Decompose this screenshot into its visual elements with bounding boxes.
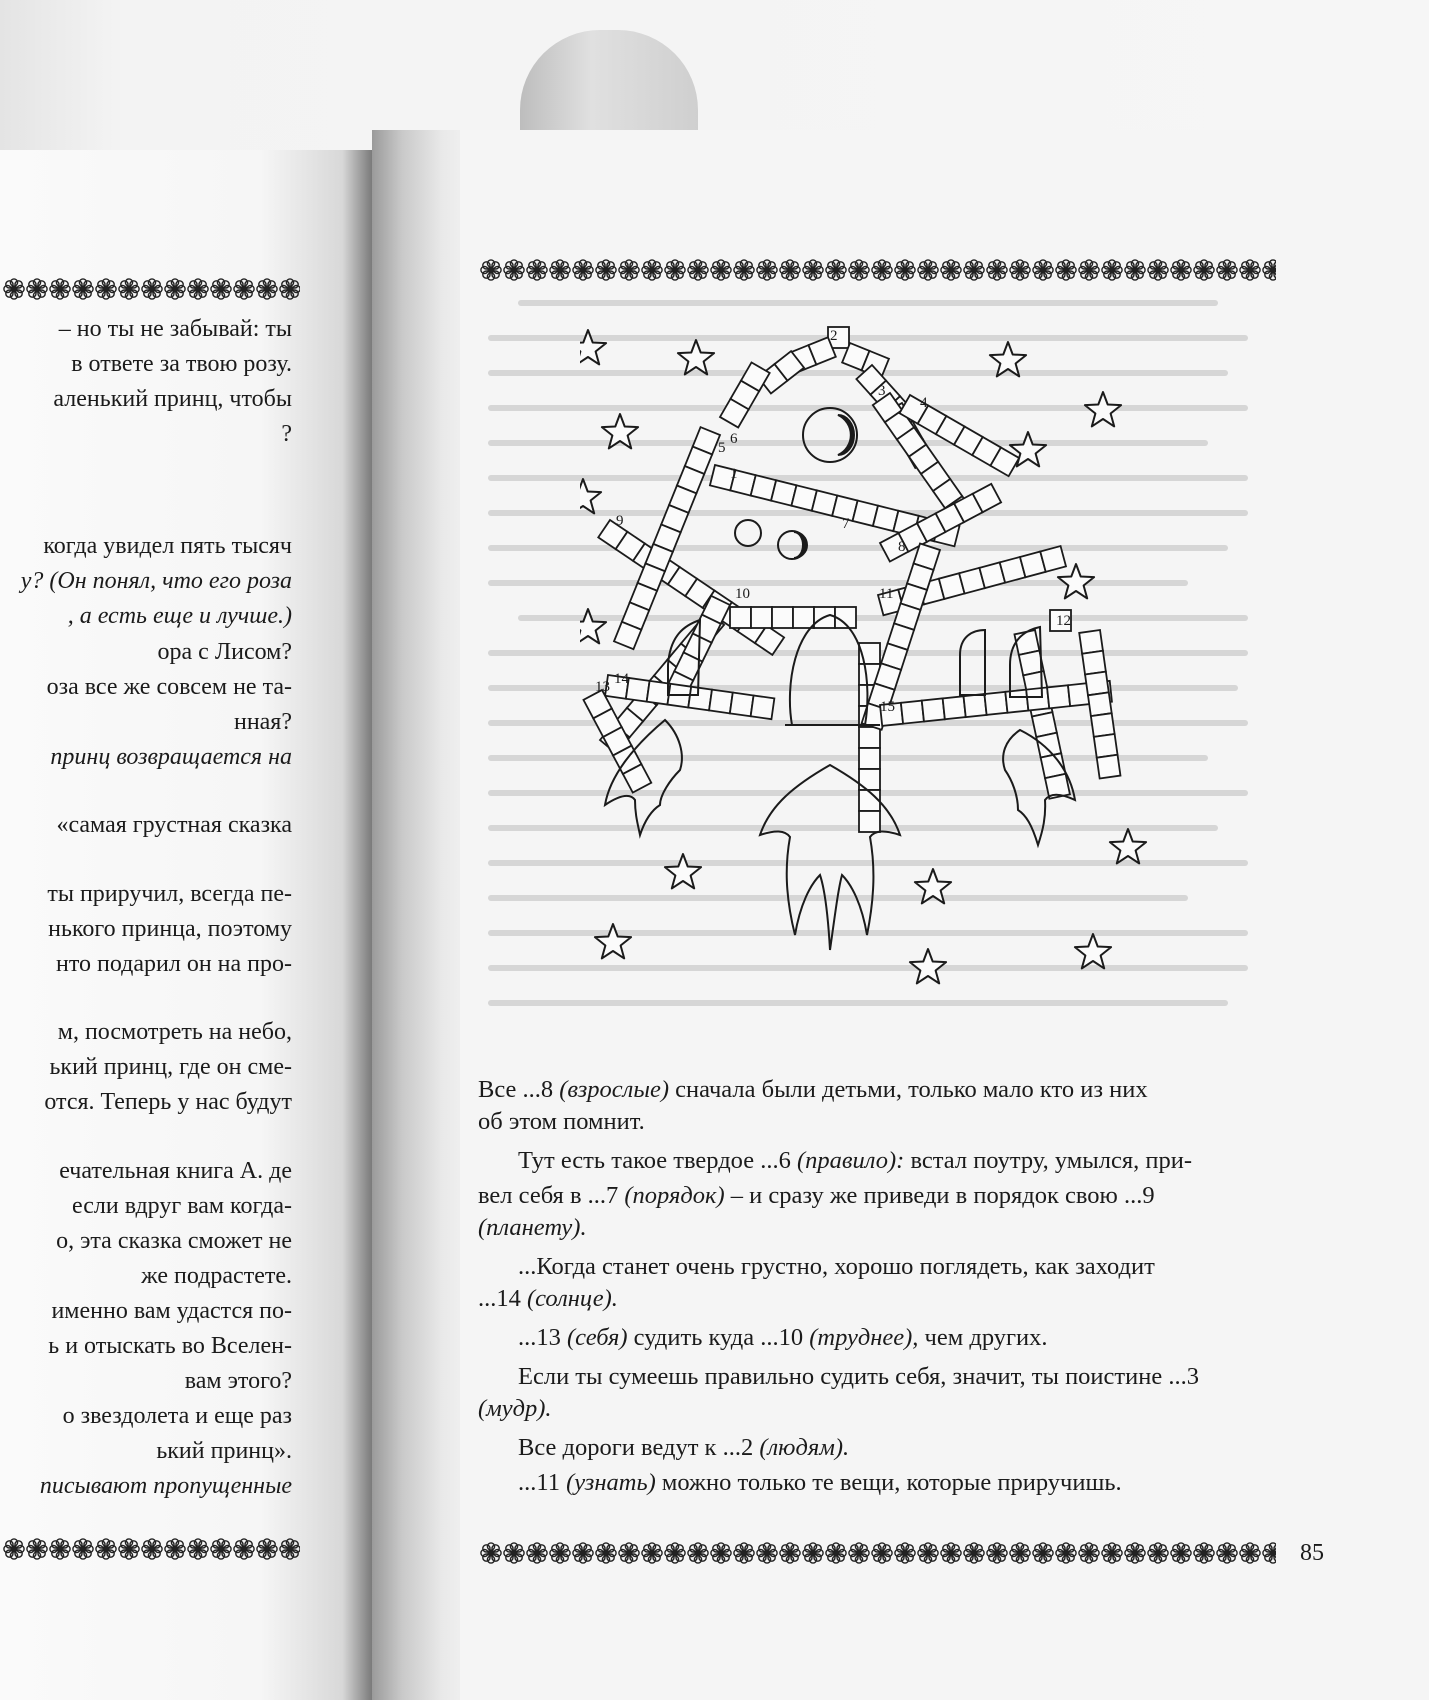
book-gutter-shadow bbox=[372, 130, 472, 1700]
cell-number-2: 2 bbox=[830, 328, 838, 344]
ornament-flower bbox=[1056, 260, 1076, 280]
answer-hint: (порядок) bbox=[624, 1182, 725, 1209]
left-text-line: оза все же совсем не та- bbox=[46, 674, 292, 700]
ornament-flower bbox=[1240, 260, 1260, 280]
left-text-line: ький принц». bbox=[156, 1438, 292, 1464]
star-icon bbox=[580, 609, 606, 643]
ornament-flower bbox=[257, 1539, 277, 1559]
cell-number-9: 9 bbox=[616, 513, 624, 529]
star-icon bbox=[1085, 392, 1121, 426]
ornament-flower bbox=[1148, 1543, 1168, 1563]
ornament-flower bbox=[1079, 1543, 1099, 1563]
ornament-flower bbox=[987, 260, 1007, 280]
exercise-text-line bbox=[518, 1253, 1155, 1281]
ornament-flower bbox=[1079, 260, 1099, 280]
left-text-line: же подрастете. bbox=[141, 1263, 292, 1289]
text-segment: Все дороги ведут к ...2 bbox=[518, 1434, 760, 1461]
exercise-text-line bbox=[518, 1363, 1199, 1391]
left-text-line: , а есть еще и лучше.) bbox=[67, 603, 292, 629]
page-number: 85 bbox=[1300, 1540, 1324, 1566]
ornament-flower bbox=[619, 1543, 639, 1563]
word-15-vertical bbox=[859, 643, 880, 832]
ornament-flower bbox=[1263, 260, 1276, 280]
ornament-flower bbox=[918, 1543, 938, 1563]
ornament-flower bbox=[50, 1539, 70, 1559]
ornament-flower bbox=[4, 1539, 24, 1559]
rocket-crossword-puzzle bbox=[580, 325, 1240, 1045]
exercise-text-line bbox=[478, 1395, 552, 1423]
ornament-flower bbox=[1125, 1543, 1145, 1563]
ornament-flower bbox=[849, 260, 869, 280]
star-icon bbox=[595, 924, 631, 958]
text-segment: ...Когда станет очень грустно, хорошо поглядеть, как заходит bbox=[518, 1253, 1155, 1280]
star-icon bbox=[910, 949, 946, 983]
ornament-flower bbox=[826, 260, 846, 280]
left-text-line: отся. Теперь у нас будут bbox=[44, 1089, 292, 1115]
ornament-flower bbox=[665, 1543, 685, 1563]
right-bottom-ornament-border bbox=[478, 1540, 1276, 1566]
ornament-flower bbox=[96, 1539, 116, 1559]
left-text-line: ора с Лисом? bbox=[157, 639, 292, 665]
left-text-line: ь и отыскать во Вселен- bbox=[48, 1333, 292, 1359]
cell-number-7: 7 bbox=[842, 516, 850, 532]
left-bottom-ornament-border bbox=[0, 1535, 300, 1563]
ornament-flower bbox=[918, 260, 938, 280]
exercise-text-line bbox=[478, 1108, 645, 1136]
cell-number-3: 3 bbox=[878, 383, 886, 399]
left-text-line: если вдруг вам когда- bbox=[72, 1193, 292, 1219]
ornament-flower bbox=[257, 279, 277, 299]
left-text-line: когда увидел пять тысяч bbox=[43, 533, 292, 559]
ornament-flower bbox=[688, 260, 708, 280]
ornament-flower bbox=[1102, 1543, 1122, 1563]
answer-hint: (планету). bbox=[478, 1214, 587, 1241]
answer-hint: (людям). bbox=[759, 1434, 850, 1461]
ornament-flower bbox=[1125, 260, 1145, 280]
ornament-flower bbox=[1194, 260, 1214, 280]
ornament-flower bbox=[1263, 1543, 1276, 1563]
star-icon bbox=[678, 340, 714, 374]
left-page bbox=[0, 150, 372, 1700]
ornament-flower bbox=[1171, 1543, 1191, 1563]
ornament-flower bbox=[734, 1543, 754, 1563]
ornament-flower bbox=[188, 1539, 208, 1559]
left-text-line: вам этого? bbox=[184, 1368, 292, 1394]
text-segment: чем других. bbox=[918, 1324, 1048, 1351]
text-segment: Тут есть такое твердое ...6 bbox=[518, 1147, 797, 1174]
text-segment: сначала были детьми, только мало кто из них bbox=[668, 1076, 1148, 1103]
ornament-flower bbox=[642, 1543, 662, 1563]
ornament-flower bbox=[50, 279, 70, 299]
left-top-ornament-border bbox=[0, 275, 300, 303]
ornament-flower bbox=[27, 279, 47, 299]
ornament-flower bbox=[1171, 260, 1191, 280]
ornament-flower bbox=[481, 260, 501, 280]
left-text-line: нького принца, поэтому bbox=[48, 916, 292, 942]
exercise-text-line bbox=[478, 1214, 587, 1242]
left-text-line: нто подарил он на про- bbox=[55, 951, 292, 977]
exercise-text-line bbox=[518, 1469, 1122, 1497]
ornament-flower bbox=[711, 1543, 731, 1563]
ornament-flower bbox=[119, 279, 139, 299]
ornament-flower bbox=[188, 279, 208, 299]
exercise-text-line bbox=[518, 1147, 1192, 1175]
ornament-flower bbox=[73, 279, 93, 299]
left-text-line: – но ты не забывай: ты bbox=[58, 316, 292, 342]
ornament-flower bbox=[550, 1543, 570, 1563]
ornament-flower bbox=[872, 260, 892, 280]
star-icon bbox=[1110, 829, 1146, 863]
ornament-flower bbox=[826, 1543, 846, 1563]
ornament-flower bbox=[527, 1543, 547, 1563]
ornament-flower bbox=[596, 260, 616, 280]
ornament-flower bbox=[895, 260, 915, 280]
ornament-flower bbox=[481, 1543, 501, 1563]
ornament-flower bbox=[73, 1539, 93, 1559]
ornament-flower bbox=[142, 279, 162, 299]
text-segment: вел себя в ...7 bbox=[478, 1182, 625, 1209]
answer-hint: (солнце). bbox=[527, 1285, 618, 1312]
exercise-text-line bbox=[478, 1076, 1148, 1104]
left-text-line: м, посмотреть на небо, bbox=[57, 1019, 292, 1045]
ornament-flower bbox=[1010, 1543, 1030, 1563]
ornament-flower bbox=[1056, 1543, 1076, 1563]
ornament-flower bbox=[1217, 260, 1237, 280]
ornament-flower bbox=[941, 1543, 961, 1563]
answer-hint: (мудр). bbox=[478, 1395, 552, 1422]
left-text-line: ечательная книга А. де bbox=[59, 1158, 292, 1184]
ornament-flower bbox=[849, 1543, 869, 1563]
ornament-flower bbox=[665, 260, 685, 280]
star-icon bbox=[580, 479, 601, 513]
ornament-flower bbox=[872, 1543, 892, 1563]
ornament-flower bbox=[780, 1543, 800, 1563]
cell-number-1: 1 bbox=[730, 466, 738, 482]
ornament-flower bbox=[1240, 1543, 1260, 1563]
left-text-line: «самая грустная сказка bbox=[56, 812, 292, 838]
cell-number-11: 11 bbox=[879, 586, 894, 602]
arch-left-mid bbox=[720, 362, 770, 427]
ornament-flower bbox=[711, 260, 731, 280]
text-segment: ...14 bbox=[478, 1285, 527, 1312]
ornament-flower bbox=[642, 260, 662, 280]
left-text-line: ты приручил, всегда пе- bbox=[47, 881, 292, 907]
exercise-text-line bbox=[518, 1434, 849, 1462]
star-icon bbox=[665, 854, 701, 888]
exercise-text-line bbox=[478, 1182, 1155, 1210]
left-text-line: писывают пропущенные bbox=[39, 1473, 292, 1499]
ornament-flower bbox=[504, 260, 524, 280]
star-icon bbox=[915, 869, 951, 903]
star-icon bbox=[990, 342, 1026, 376]
text-segment: Если ты сумеешь правильно судить себя, значит, ты поистине ...3 bbox=[518, 1363, 1199, 1390]
exercise-text-line bbox=[478, 1285, 618, 1313]
ornament-flower bbox=[119, 1539, 139, 1559]
ornament-flower bbox=[1217, 1543, 1237, 1563]
ornament-flower bbox=[550, 260, 570, 280]
cell-number-5: 5 bbox=[718, 440, 726, 456]
ornament-flower bbox=[211, 279, 231, 299]
ornament-flower bbox=[596, 1543, 616, 1563]
left-text-line: о звездолета и еще раз bbox=[62, 1403, 292, 1429]
ornament-flower bbox=[964, 260, 984, 280]
ornament-flower bbox=[280, 1539, 300, 1559]
star-icon bbox=[1058, 564, 1094, 598]
text-segment: Все ...8 bbox=[478, 1076, 560, 1103]
ornament-flower bbox=[1148, 260, 1168, 280]
ornament-flower bbox=[734, 260, 754, 280]
ornament-flower bbox=[96, 279, 116, 299]
right-top-ornament-border bbox=[478, 257, 1276, 283]
ornament-flower bbox=[688, 1543, 708, 1563]
star-icon bbox=[602, 414, 638, 448]
left-text-line: ький принц, где он сме- bbox=[49, 1054, 292, 1080]
ornament-flower bbox=[573, 260, 593, 280]
ornament-flower bbox=[527, 260, 547, 280]
ornament-flower bbox=[165, 1539, 185, 1559]
cell-number-4: 4 bbox=[920, 395, 928, 411]
left-text-line: у? (Он понял, что его роза bbox=[20, 568, 292, 594]
answer-hint: (узнать) bbox=[566, 1469, 656, 1496]
ornament-flower bbox=[964, 1543, 984, 1563]
cell-number-8: 8 bbox=[898, 539, 906, 555]
ornament-flower bbox=[987, 1543, 1007, 1563]
ornament-flower bbox=[4, 279, 24, 299]
cell-number-15: 15 bbox=[880, 699, 895, 715]
star-icon bbox=[580, 330, 606, 364]
ornament-flower bbox=[1033, 260, 1053, 280]
ornament-flower bbox=[27, 1539, 47, 1559]
left-text-line: аленький принц, чтобы bbox=[53, 386, 292, 412]
ornament-flower bbox=[1033, 1543, 1053, 1563]
ornament-flower bbox=[234, 1539, 254, 1559]
answer-hint: (правило): bbox=[796, 1147, 905, 1174]
text-segment: об этом помнит. bbox=[478, 1108, 645, 1135]
ornament-flower bbox=[1194, 1543, 1214, 1563]
cell-number-12: 12 bbox=[1056, 613, 1071, 629]
text-segment: ...13 bbox=[518, 1324, 567, 1351]
cell-number-6: 6 bbox=[730, 431, 738, 447]
ornament-flower bbox=[211, 1539, 231, 1559]
ornament-flower bbox=[757, 1543, 777, 1563]
word-15-band bbox=[880, 681, 1112, 726]
left-text-line: ? bbox=[281, 421, 292, 447]
text-segment: можно только те вещи, которые приручишь. bbox=[655, 1469, 1122, 1496]
ornament-flower bbox=[504, 1543, 524, 1563]
left-text-line: принц возвращается на bbox=[50, 744, 292, 770]
text-segment: – и сразу же приведи в порядок свою ...9 bbox=[724, 1182, 1155, 1209]
left-text-line: о, эта сказка сможет не bbox=[56, 1228, 292, 1254]
star-icon bbox=[1075, 934, 1111, 968]
ornament-flower bbox=[1010, 260, 1030, 280]
left-text-line: именно вам удастся по- bbox=[51, 1298, 292, 1324]
word-12-vertical bbox=[1014, 630, 1069, 799]
text-segment: ...11 bbox=[518, 1469, 567, 1496]
ornament-flower bbox=[619, 260, 639, 280]
left-text-line: нная? bbox=[233, 709, 292, 735]
text-segment: встал поутру, умылся, при- bbox=[904, 1147, 1192, 1174]
ornament-flower bbox=[234, 279, 254, 299]
left-text-line: в ответе за твою розу. bbox=[71, 351, 292, 377]
ornament-flower bbox=[895, 1543, 915, 1563]
ornament-flower bbox=[757, 260, 777, 280]
ornament-flower bbox=[573, 1543, 593, 1563]
cell-number-14: 14 bbox=[614, 671, 629, 687]
ornament-flower bbox=[280, 279, 300, 299]
cell-number-13: 13 bbox=[595, 679, 610, 695]
cell-number-10: 10 bbox=[735, 586, 750, 602]
text-segment: судить куда ...10 bbox=[627, 1324, 810, 1351]
ornament-flower bbox=[941, 260, 961, 280]
ornament-flower bbox=[803, 1543, 823, 1563]
answer-hint: (взрослые) bbox=[559, 1076, 669, 1103]
ornament-flower bbox=[1102, 260, 1122, 280]
answer-hint: (себя) bbox=[567, 1324, 628, 1351]
exercise-text-line bbox=[518, 1324, 1048, 1352]
ornament-flower bbox=[780, 260, 800, 280]
ornament-flower bbox=[165, 279, 185, 299]
ornament-flower bbox=[803, 260, 823, 280]
answer-hint: (труднее), bbox=[809, 1324, 919, 1351]
ornament-flower bbox=[142, 1539, 162, 1559]
